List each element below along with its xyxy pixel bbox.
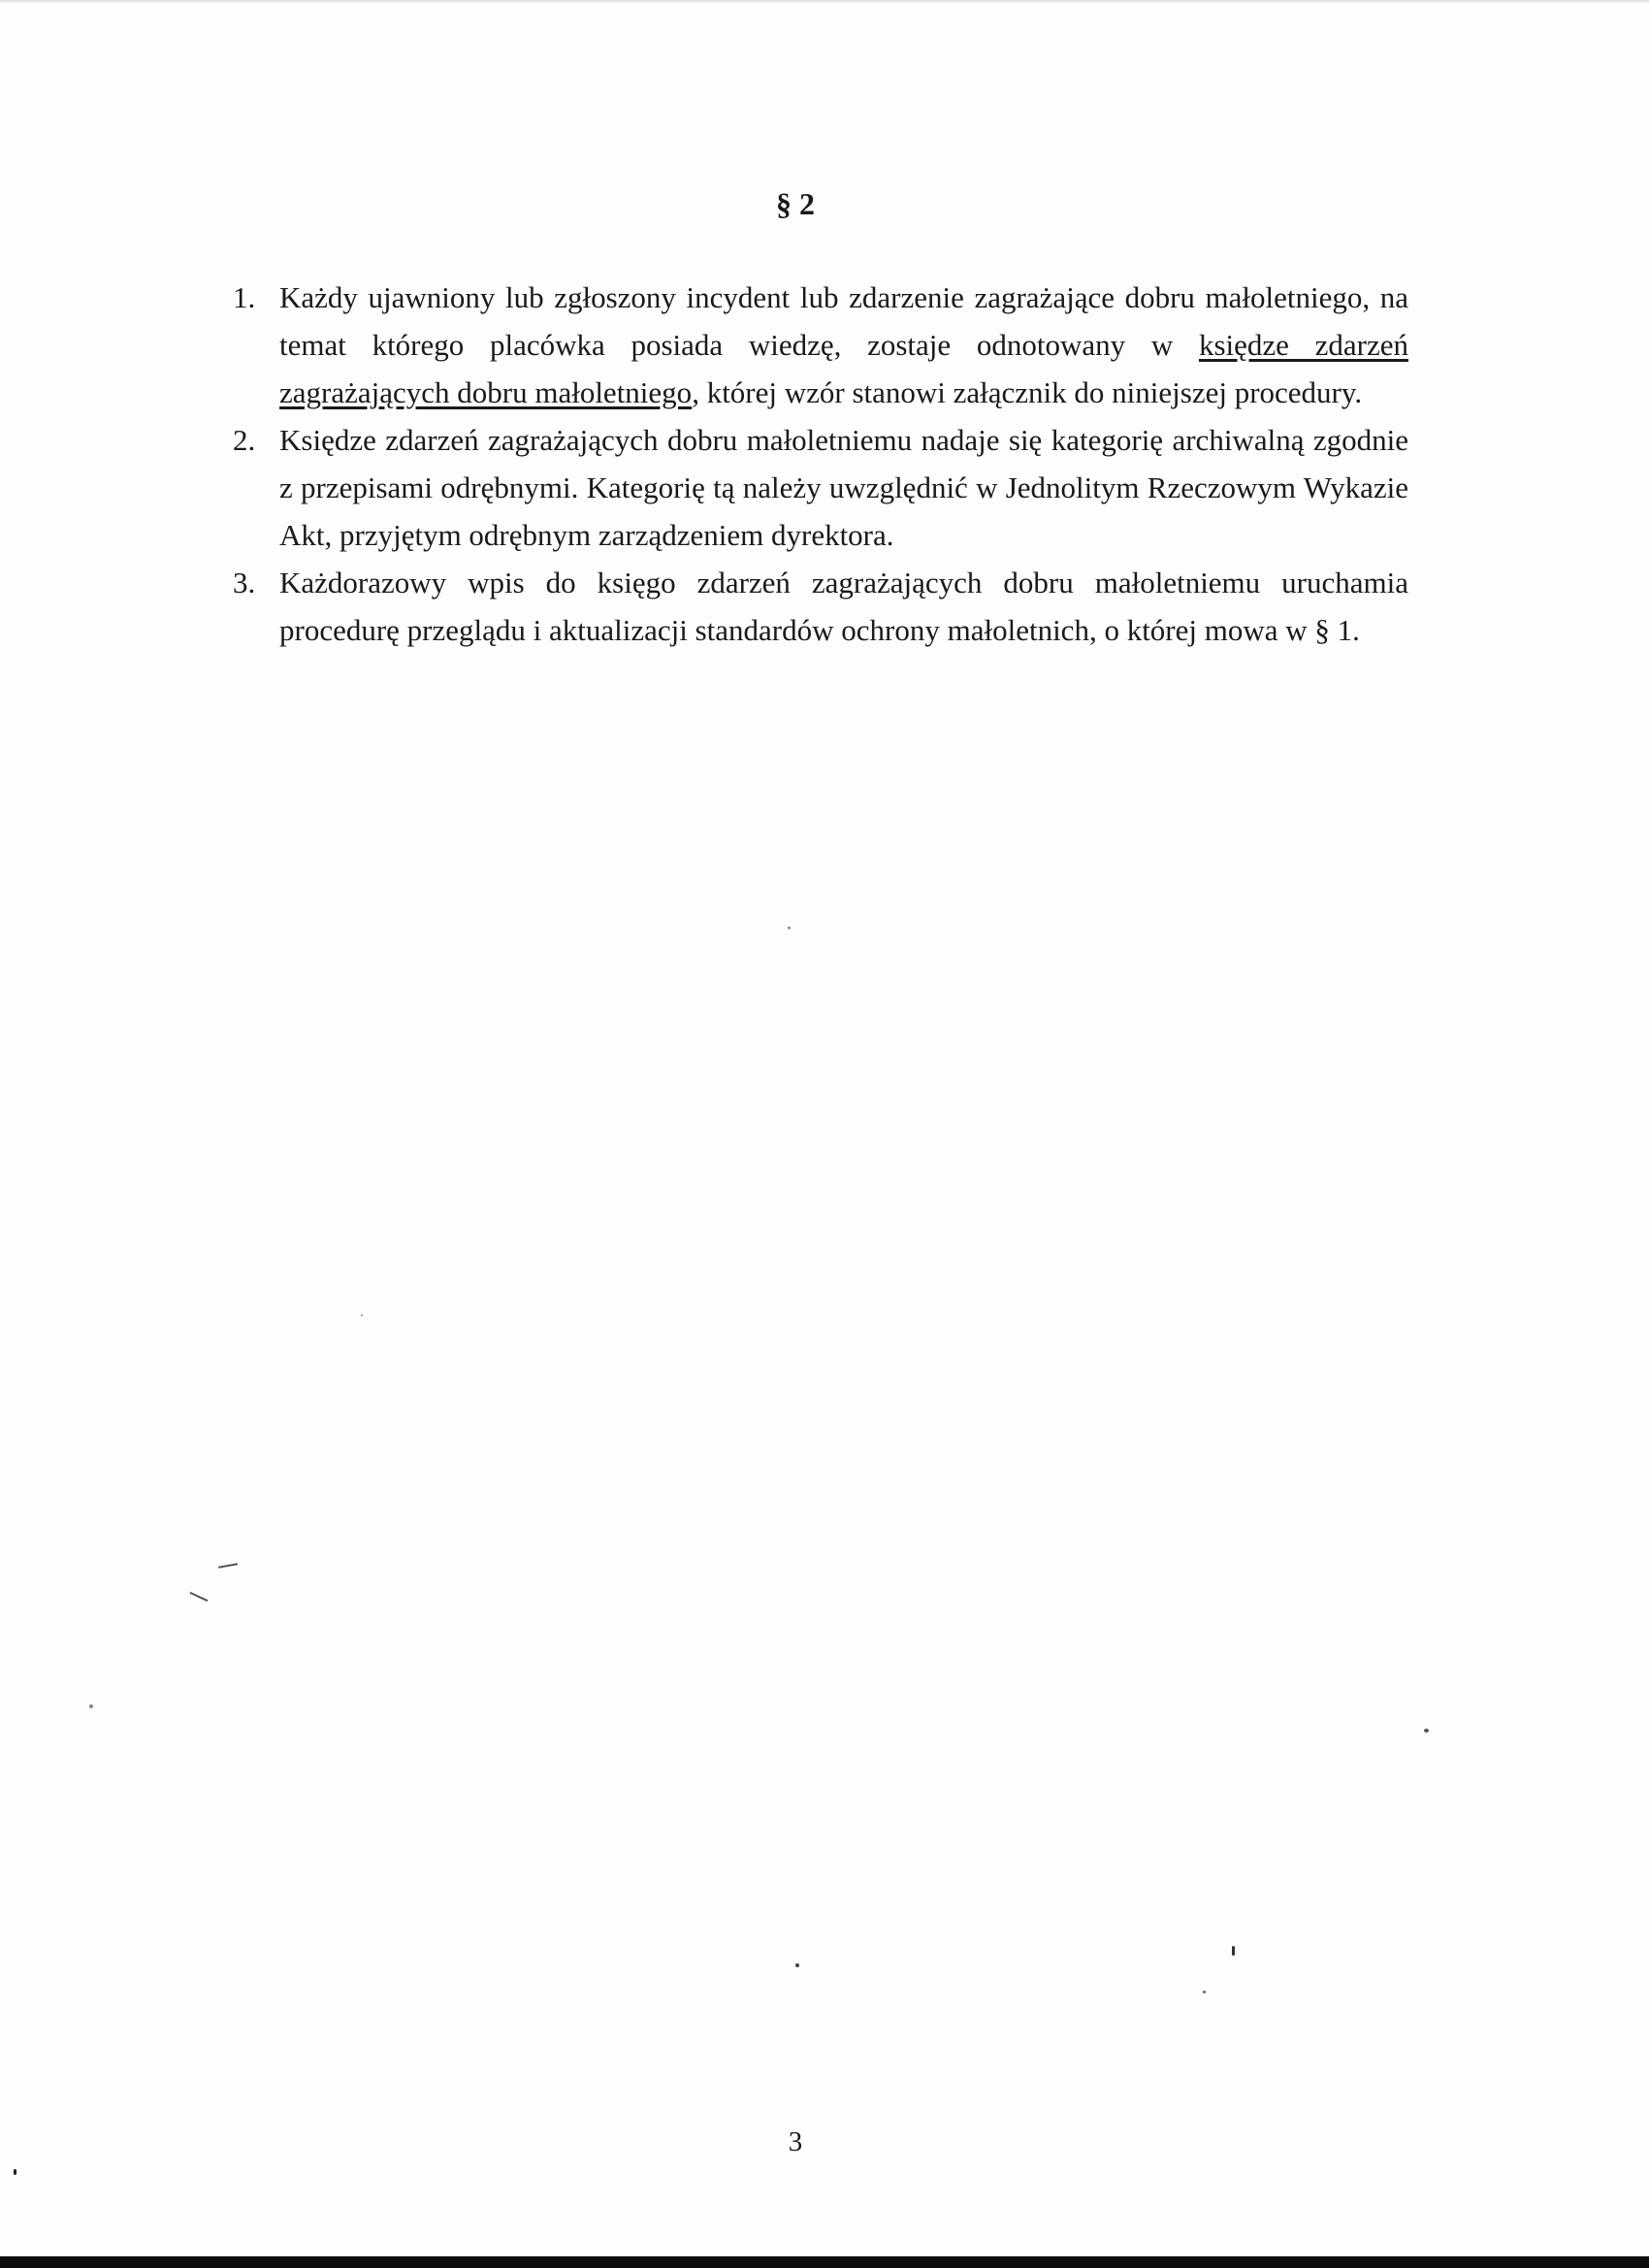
- paragraph-list: [223, 274, 1408, 654]
- scan-speck: [788, 926, 791, 929]
- list-item: [223, 274, 1408, 416]
- scan-speck: [795, 1963, 799, 1967]
- scan-speck: [1232, 1946, 1235, 1956]
- item-text-part: , której wzór stanowi załącznik do niniejszej procedury.: [692, 375, 1363, 409]
- scan-speck: [14, 2169, 16, 2175]
- scan-speck: [1203, 1991, 1206, 1993]
- scan-bottom-edge: [0, 2256, 1649, 2268]
- item-text-part: Każdy ujawniony lub zgłoszony incydent lub zdarzenie zagrażające dobru małoletniego, na temat którego placówka posiada wiedzę, zostaje odnotowany w: [279, 280, 1408, 362]
- item-text: Księdze zdarzeń zagrażających dobru małoletniemu nadaje się kategorię archiwalną zgodnie z przepisami odrębnymi. Kategorię tą należy uwzględnić w Jednolitym Rzeczowym Wykazie Akt, przyjętym odrębnym zarządzeniem dyrektora.: [279, 423, 1408, 552]
- item-number: 2.: [233, 423, 256, 457]
- scan-mark: [218, 1563, 238, 1568]
- list-item: [223, 559, 1408, 654]
- scan-mark: [190, 1592, 209, 1602]
- page-number: 3: [788, 2126, 803, 2157]
- item-text: Każdorazowy wpis do księgo zdarzeń zagrażających dobru małoletniemu uruchamia procedurę przeglądu i aktualizacji standardów ochrony małoletnich, o której mowa w § 1.: [279, 566, 1408, 647]
- scan-speck: [361, 1314, 363, 1316]
- section-heading: § 2: [776, 186, 815, 221]
- scan-speck: [1424, 1729, 1429, 1733]
- item-number: 3.: [233, 566, 256, 599]
- scan-speck: [89, 1704, 93, 1708]
- underlined-text: księdze zdarzeń zagrażających dobru małoletniego: [279, 328, 1408, 409]
- scan-top-edge: [0, 0, 1649, 4]
- item-text: [279, 274, 1408, 416]
- list-item: [223, 416, 1408, 559]
- item-number: 1.: [233, 280, 256, 314]
